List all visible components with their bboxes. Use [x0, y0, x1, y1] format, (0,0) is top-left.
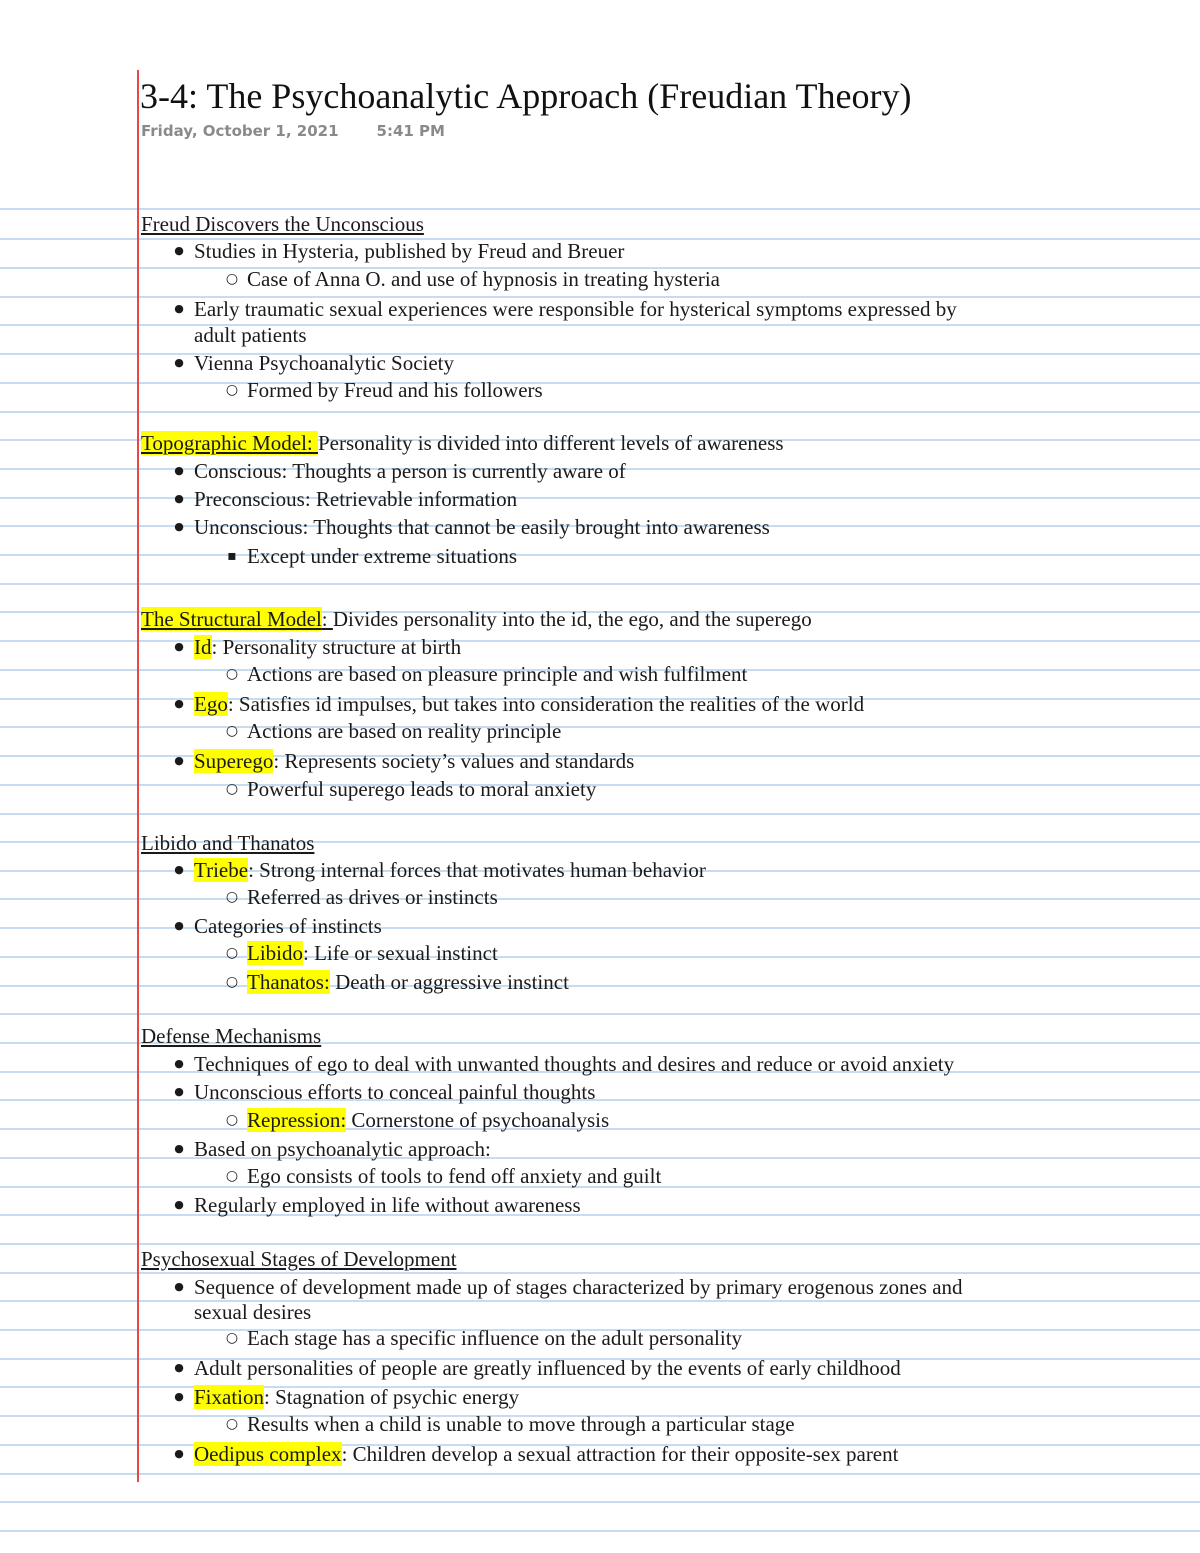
highlighted-term: Superego	[194, 749, 274, 773]
bullet-dot-icon: ●	[174, 1142, 184, 1155]
sub-bullet-item	[225, 1325, 743, 1351]
note-text: Psychosexual Stages of Development	[141, 1247, 457, 1271]
sub-bullet-item	[225, 1107, 610, 1133]
bullet-circle-icon: ○	[225, 723, 239, 739]
sub-bullet-item	[225, 718, 562, 744]
margin-line	[137, 70, 139, 1482]
bullet-item	[174, 691, 865, 717]
ruled-line	[0, 583, 1200, 585]
bullet-item	[174, 1079, 596, 1105]
highlighted-term: Fixation	[194, 1385, 265, 1409]
note-text: Techniques of ego to deal with unwanted thoughts and desires and reduce or avoid anxiety	[194, 1052, 955, 1076]
note-text: Early traumatic sexual experiences were responsible for hysterical symptoms expressed by	[194, 297, 957, 321]
bullet-item	[174, 857, 706, 883]
bullet-item	[174, 1192, 581, 1218]
bullet-item	[174, 1384, 520, 1410]
note-text: Sequence of development made up of stages characterized by primary erogenous zones and	[194, 1275, 963, 1299]
bullet-square-icon: ▪	[227, 548, 237, 564]
note-text: Ego consists of tools to fend off anxiety and guilt	[247, 1164, 662, 1188]
sub-bullet-item	[225, 661, 748, 687]
section-heading	[141, 1246, 457, 1272]
bullet-dot-icon: ●	[174, 492, 184, 505]
note-text: Formed by Freud and his followers	[247, 378, 543, 402]
bullet-dot-icon: ●	[174, 302, 184, 315]
note-text: Vienna Psychoanalytic Society	[194, 351, 455, 375]
bullet-dot-icon: ●	[174, 244, 184, 257]
section-heading	[141, 830, 314, 856]
ruled-line	[0, 324, 1200, 326]
bullet-circle-icon: ○	[225, 1112, 239, 1128]
bullet-item-continuation	[194, 1299, 311, 1325]
bullet-item	[174, 1136, 491, 1162]
note-text: Actions are based on pleasure principle and wish fulfilment	[247, 662, 748, 686]
page-date: Friday, October 1, 2021	[141, 122, 339, 140]
bullet-item	[174, 514, 770, 540]
sub-sub-bullet-item	[227, 543, 517, 569]
sub-bullet-item	[225, 1411, 795, 1437]
note-text: Regularly employed in life without awareness	[194, 1193, 581, 1217]
ruled-line	[0, 1013, 1200, 1015]
sub-bullet-item	[225, 776, 597, 802]
ruled-line	[0, 813, 1200, 815]
note-text: Unconscious efforts to conceal painful thoughts	[194, 1080, 596, 1104]
bullet-circle-icon: ○	[225, 1416, 239, 1432]
section-heading	[141, 1023, 321, 1049]
bullet-dot-icon: ●	[174, 863, 184, 876]
bullet-dot-icon: ●	[174, 1361, 184, 1374]
bullet-item	[174, 296, 957, 322]
page-timestamp	[141, 122, 445, 140]
bullet-circle-icon: ○	[225, 974, 239, 990]
bullet-item	[174, 1274, 963, 1300]
note-text: Actions are based on reality principle	[247, 719, 562, 743]
note-text: : Strong internal forces that motivates human behavior	[248, 858, 706, 882]
bullet-dot-icon: ●	[174, 640, 184, 653]
sub-bullet-item	[225, 1163, 662, 1189]
sub-bullet-item	[225, 969, 569, 995]
note-text: Personality is divided into different levels of awareness	[318, 431, 784, 455]
bullet-dot-icon: ●	[174, 1280, 184, 1293]
note-text: Death or aggressive instinct	[329, 970, 569, 994]
ruled-line	[0, 784, 1200, 786]
page-time: 5:41 PM	[376, 122, 445, 140]
highlighted-term: Thanatos:	[247, 970, 330, 994]
highlighted-term: Triebe	[194, 858, 249, 882]
ruled-line	[0, 411, 1200, 413]
bullet-dot-icon: ●	[174, 754, 184, 767]
ruled-line	[0, 208, 1200, 210]
ruled-line	[0, 1300, 1200, 1302]
bullet-circle-icon: ○	[225, 1168, 239, 1184]
ruled-line	[0, 382, 1200, 384]
ruled-line	[0, 1501, 1200, 1503]
note-text: Libido and Thanatos	[141, 831, 315, 855]
bullet-item	[174, 1355, 901, 1381]
note-text: sexual desires	[194, 1300, 312, 1324]
ruled-line	[0, 726, 1200, 728]
ruled-line	[0, 1243, 1200, 1245]
note-text: : Personality structure at birth	[211, 635, 462, 659]
ruled-line	[0, 554, 1200, 556]
note-text: Powerful superego leads to moral anxiety	[247, 777, 597, 801]
bullet-circle-icon: ○	[225, 271, 239, 287]
bullet-circle-icon: ○	[225, 666, 239, 682]
bullet-item	[174, 486, 518, 512]
bullet-dot-icon: ●	[174, 1085, 184, 1098]
section-heading	[141, 430, 784, 456]
note-text: Case of Anna O. and use of hypnosis in treating hysteria	[247, 267, 720, 291]
note-text: Results when a child is unable to move through a particular stage	[247, 1412, 795, 1436]
highlighted-term: Topographic Model:	[141, 431, 318, 455]
highlighted-term: Id	[194, 635, 212, 659]
bullet-dot-icon: ●	[174, 464, 184, 477]
ruled-line	[0, 1473, 1200, 1475]
bullet-circle-icon: ○	[225, 1330, 239, 1346]
ruled-line	[0, 898, 1200, 900]
bullet-dot-icon: ●	[174, 697, 184, 710]
highlighted-term: Ego	[194, 692, 228, 716]
highlighted-term: The Structural Model	[141, 607, 322, 631]
note-text: adult patients	[194, 323, 307, 347]
bullet-item	[174, 1441, 899, 1467]
note-text: Each stage has a specific influence on the adult personality	[247, 1326, 743, 1350]
sub-bullet-item	[225, 377, 543, 403]
bullet-dot-icon: ●	[174, 520, 184, 533]
sub-bullet-item	[225, 884, 498, 910]
sub-bullet-item	[225, 940, 498, 966]
bullet-dot-icon: ●	[174, 919, 184, 932]
note-text: : Satisfies id impulses, but takes into consideration the realities of the world	[227, 692, 865, 716]
sub-bullet-item	[225, 266, 720, 292]
highlighted-term: Libido	[247, 941, 303, 965]
note-text: : Represents society’s values and standards	[273, 749, 635, 773]
bullet-circle-icon: ○	[225, 382, 239, 398]
bullet-dot-icon: ●	[174, 1057, 184, 1070]
note-text: Unconscious: Thoughts that cannot be easily brought into awareness	[194, 515, 770, 539]
bullet-item	[174, 913, 382, 939]
note-text: Categories of instincts	[194, 914, 382, 938]
note-text: Except under extreme situations	[247, 544, 517, 568]
note-text: Referred as drives or instincts	[247, 885, 498, 909]
page-title: 3-4: The Psychoanalytic Approach (Freudian Theory)	[140, 76, 912, 116]
bullet-circle-icon: ○	[225, 889, 239, 905]
section-heading	[141, 606, 812, 632]
bullet-circle-icon: ○	[225, 945, 239, 961]
note-text: Preconscious: Retrievable information	[194, 487, 518, 511]
bullet-item-continuation	[194, 322, 307, 348]
note-text: Divides personality into the id, the ego, and the superego	[332, 607, 812, 631]
bullet-dot-icon: ●	[174, 1447, 184, 1460]
section-heading	[141, 211, 424, 237]
note-text: Studies in Hysteria, published by Freud and Breuer	[194, 239, 625, 263]
note-text: : Life or sexual instinct	[303, 941, 498, 965]
bullet-item	[174, 238, 625, 264]
note-text: Cornerstone of psychoanalysis	[346, 1108, 610, 1132]
highlighted-term: Repression:	[247, 1108, 347, 1132]
bullet-item	[174, 1051, 955, 1077]
bullet-circle-icon: ○	[225, 781, 239, 797]
bullet-dot-icon: ●	[174, 356, 184, 369]
bullet-dot-icon: ●	[174, 1390, 184, 1403]
note-text: Freud Discovers the Unconscious	[141, 212, 424, 236]
bullet-item	[174, 350, 455, 376]
note-text: Based on psychoanalytic approach:	[194, 1137, 491, 1161]
bullet-item	[174, 748, 635, 774]
highlighted-term: Oedipus complex	[194, 1442, 342, 1466]
note-text: Conscious: Thoughts a person is currently aware of	[194, 459, 626, 483]
bullet-dot-icon: ●	[174, 1198, 184, 1211]
ruled-line	[0, 985, 1200, 987]
ruled-line	[0, 1530, 1200, 1532]
note-text: :	[321, 607, 333, 631]
note-text: : Children develop a sexual attraction for their opposite-sex parent	[341, 1442, 899, 1466]
note-text: Defense Mechanisms	[141, 1024, 322, 1048]
bullet-item	[174, 634, 462, 660]
bullet-item	[174, 458, 626, 484]
ruled-line	[0, 956, 1200, 958]
note-text: : Stagnation of psychic energy	[264, 1385, 520, 1409]
note-text: Adult personalities of people are greatly influenced by the events of early childhood	[194, 1356, 901, 1380]
